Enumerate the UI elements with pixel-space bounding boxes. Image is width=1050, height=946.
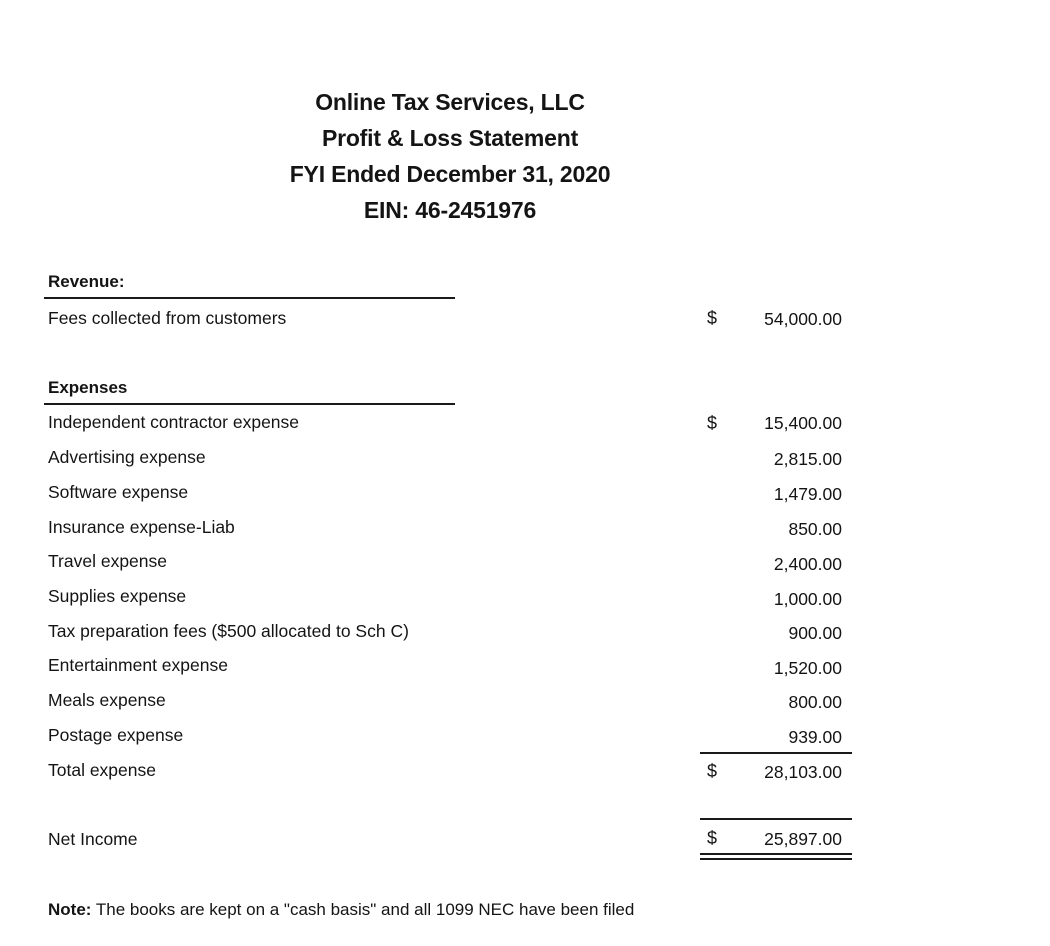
revenue-row-label: Fees collected from customers	[48, 308, 287, 328]
expense-row-amount: 900.00	[788, 623, 842, 643]
expense-row-label: Supplies expense	[48, 586, 187, 606]
expense-row-label: Independent contractor expense	[48, 412, 300, 432]
expense-row-label: Insurance expense-Liab	[48, 517, 235, 537]
revenue-heading: Revenue:	[48, 272, 125, 291]
company-name: Online Tax Services, LLC	[315, 89, 585, 115]
expense-row-amount: 939.00	[788, 727, 842, 747]
statement-header	[250, 84, 650, 228]
net-income-top-rule	[700, 818, 852, 820]
net-income-label: Net Income	[48, 829, 138, 849]
revenue-row-amount: 54,000.00	[764, 309, 842, 329]
ein-number: EIN: 46-2451976	[363, 197, 537, 223]
expense-row-amount: 850.00	[788, 519, 842, 539]
expense-row-label: Entertainment expense	[48, 655, 228, 675]
statement-title: Profit & Loss Statement	[321, 125, 579, 151]
net-income-amount: 25,897.00	[764, 829, 842, 849]
total-divider	[700, 752, 852, 754]
net-income-currency: $	[707, 828, 718, 848]
footnote	[48, 900, 634, 920]
footnote-label: Note:	[48, 900, 92, 919]
expenses-divider	[44, 403, 455, 405]
expense-row-label: Travel expense	[48, 551, 167, 571]
expenses-heading: Expenses	[48, 378, 128, 397]
total-expense-amount: 28,103.00	[764, 762, 842, 782]
expense-row-label: Postage expense	[48, 725, 184, 745]
expense-row-amount: 2,400.00	[773, 554, 842, 574]
total-expense-label: Total expense	[48, 760, 156, 780]
expense-row-amount: 2,815.00	[773, 449, 842, 469]
net-income-double-rule-2	[700, 858, 852, 860]
expense-row-amount: 1,479.00	[773, 484, 842, 504]
total-expense-currency: $	[707, 761, 718, 781]
revenue-row-currency: $	[707, 308, 718, 328]
expense-row-currency: $	[707, 413, 718, 433]
statement-period: FYI Ended December 31, 2020	[289, 161, 611, 187]
expense-row-amount: 800.00	[788, 692, 842, 712]
net-income-double-rule-1	[700, 853, 852, 855]
expense-row-amount: 15,400.00	[764, 413, 842, 433]
expense-row-amount: 1,520.00	[773, 658, 842, 678]
expense-row-label: Advertising expense	[48, 447, 206, 467]
revenue-divider	[44, 297, 455, 299]
footnote-text: The books are kept on a "cash basis" and all 1099 NEC have been filed	[91, 900, 635, 919]
expense-row-label: Tax preparation fees ($500 allocated to Sch C)	[48, 621, 409, 641]
expense-row-amount: 1,000.00	[773, 589, 842, 609]
expense-row-label: Software expense	[48, 482, 189, 502]
expense-row-label: Meals expense	[48, 690, 166, 710]
